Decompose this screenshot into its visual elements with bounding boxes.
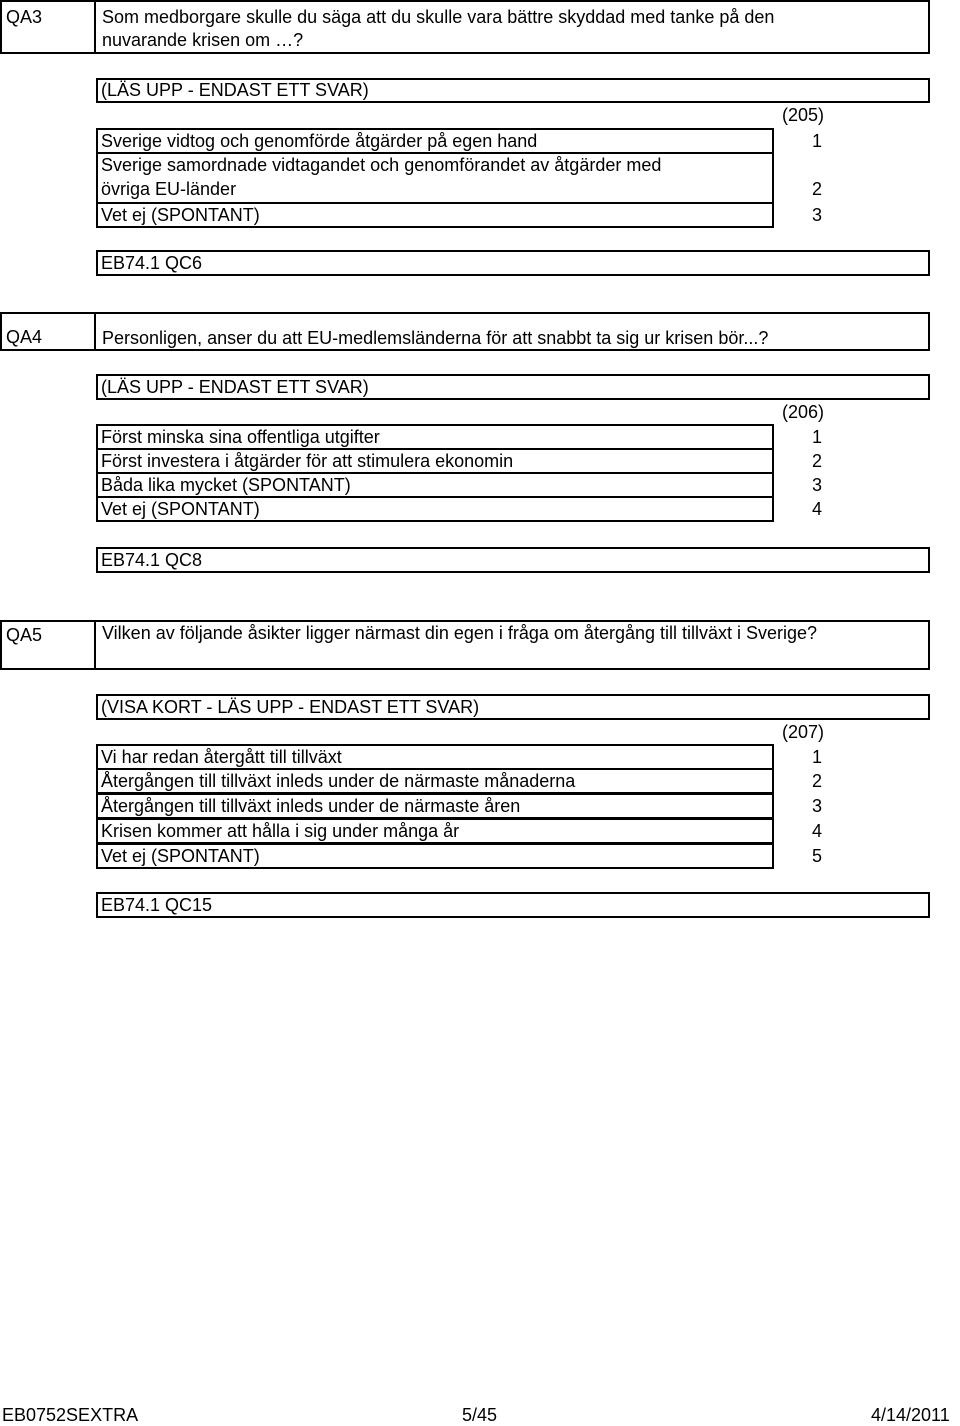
qa5-question: Vilken av följande åsikter ligger närmast din egen i fråga om återgång till tillväxt i Sverige? (102, 623, 818, 643)
qa5-option-value-5: 5 (811, 846, 822, 866)
qa3-option-value-3: 3 (811, 205, 822, 225)
footer-page-number: 5/45 (462, 1405, 498, 1425)
qa5-option-value-4: 4 (811, 821, 822, 841)
qa5-option-label-3: Återgången till tillväxt inleds under de närmaste åren (101, 796, 521, 816)
qa3-option-label-2a: Sverige samordnade vidtagandet och genomförandet av åtgärder med (101, 155, 662, 175)
qa4-option-label-2: Först investera i åtgärder för att stimulera ekonomin (101, 451, 514, 471)
footer-date: 4/14/2011 (871, 1405, 950, 1425)
qa4-option-value-2: 2 (811, 451, 822, 471)
qa4-code: (206) (781, 402, 824, 422)
qa4-option-value-1: 1 (811, 427, 822, 447)
qa4-question: Personligen, anser du att EU-medlemsländerna för att snabbt ta sig ur krisen bör...? (102, 328, 769, 348)
qa4-option-label-3: Båda lika mycket (SPONTANT) (101, 475, 351, 495)
qa4-option-label-1: Först minska sina offentliga utgifter (101, 427, 380, 447)
qa4-ref-box (96, 547, 930, 573)
qa5-option-label-4: Krisen kommer att hålla i sig under många år (101, 821, 460, 841)
qa5-option-label-1: Vi har redan återgått till tillväxt (101, 747, 342, 767)
qa4-id: QA4 (6, 327, 43, 347)
qa5-code: (207) (781, 722, 824, 742)
qa3-question-line1: Som medborgare skulle du säga att du skulle vara bättre skyddad med tanke på den (102, 7, 775, 27)
qa3-option-value-1: 1 (811, 131, 822, 151)
qa5-instruction: (VISA KORT - LÄS UPP - ENDAST ETT SVAR) (101, 697, 480, 717)
qa3-option-value-2: 2 (811, 179, 822, 199)
qa3-ref: EB74.1 QC6 (101, 253, 203, 273)
qa4-option-value-3: 3 (811, 475, 822, 495)
qa3-id: QA3 (6, 7, 43, 27)
qa4-instruction: (LÄS UPP - ENDAST ETT SVAR) (101, 377, 369, 397)
qa5-option-label-2: Återgången till tillväxt inleds under de närmaste månaderna (101, 771, 576, 791)
qa3-option-label-3: Vet ej (SPONTANT) (101, 205, 260, 225)
qa4-option-value-4: 4 (811, 499, 822, 519)
qa3-code: (205) (781, 105, 824, 125)
qa5-option-label-5: Vet ej (SPONTANT) (101, 846, 260, 866)
footer-document-id: EB0752SEXTRA (2, 1405, 139, 1425)
qa5-option-value-3: 3 (811, 796, 822, 816)
qa5-option-value-1: 1 (811, 747, 822, 767)
qa3-ref-box (96, 250, 930, 276)
qa5-id: QA5 (6, 625, 43, 645)
qa5-ref-box (96, 892, 930, 918)
qa3-question-line2: nuvarande krisen om …? (102, 30, 304, 50)
qa4-option-label-4: Vet ej (SPONTANT) (101, 499, 260, 519)
qa3-option-label-1: Sverige vidtog och genomförde åtgärder på egen hand (101, 131, 538, 151)
qa5-ref: EB74.1 QC15 (101, 895, 213, 915)
qa3-instruction: (LÄS UPP - ENDAST ETT SVAR) (101, 80, 369, 100)
qa4-ref: EB74.1 QC8 (101, 550, 203, 570)
qa3-option-label-2b: övriga EU-länder (101, 179, 237, 199)
qa5-option-value-2: 2 (811, 771, 822, 791)
